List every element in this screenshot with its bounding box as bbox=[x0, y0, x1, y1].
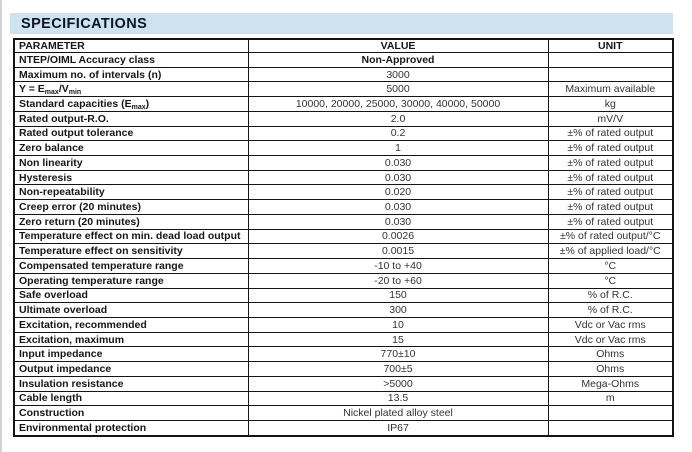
parameter-cell: Safe overload bbox=[14, 288, 248, 303]
table-row bbox=[14, 303, 673, 318]
value-cell: 300 bbox=[248, 303, 548, 318]
column-header-parameter: PARAMETER bbox=[14, 39, 248, 53]
table-row bbox=[14, 244, 673, 259]
unit-cell: ±% of rated output bbox=[548, 185, 673, 200]
table-row bbox=[14, 317, 673, 332]
value-cell: 0.030 bbox=[248, 200, 548, 215]
table-row bbox=[14, 141, 673, 156]
parameter-cell: Excitation, recommended bbox=[14, 317, 248, 332]
table-row bbox=[14, 332, 673, 347]
unit-cell: ±% of rated output bbox=[548, 156, 673, 171]
unit-cell: ±% of rated output bbox=[548, 126, 673, 141]
parameter-cell: Temperature effect on min. dead load output bbox=[14, 229, 248, 244]
value-cell: 2.0 bbox=[248, 111, 548, 126]
value-cell: 1 bbox=[248, 141, 548, 156]
table-row bbox=[14, 420, 673, 436]
parameter-cell: Standard capacities $(E_{max})$ bbox=[14, 97, 248, 112]
page-edge-line bbox=[0, 0, 2, 452]
parameter-cell: Excitation, maximum bbox=[14, 332, 248, 347]
section-title-bar bbox=[10, 13, 673, 34]
unit-cell: ±% of rated output bbox=[548, 141, 673, 156]
table-row bbox=[14, 170, 673, 185]
unit-cell: Ohms bbox=[548, 362, 673, 377]
parameter-cell: Cable length bbox=[14, 391, 248, 406]
value-cell: 13.5 bbox=[248, 391, 548, 406]
parameter-cell: Zero return (20 minutes) bbox=[14, 214, 248, 229]
value-cell: 0.0015 bbox=[248, 244, 548, 259]
unit-cell: m bbox=[548, 391, 673, 406]
value-cell: 10 bbox=[248, 317, 548, 332]
value-cell: 15 bbox=[248, 332, 548, 347]
table-row bbox=[14, 200, 673, 215]
table-row bbox=[14, 273, 673, 288]
unit-cell: kg bbox=[548, 97, 673, 112]
table-row bbox=[14, 214, 673, 229]
table-row bbox=[14, 67, 673, 82]
table-row bbox=[14, 111, 673, 126]
parameter-cell: Environmental protection bbox=[14, 420, 248, 436]
unit-cell: ±% of rated output bbox=[548, 200, 673, 215]
unit-cell: °C bbox=[548, 273, 673, 288]
unit-cell: mV/V bbox=[548, 111, 673, 126]
value-cell: 0.2 bbox=[248, 126, 548, 141]
value-cell: 770±10 bbox=[248, 347, 548, 362]
value-cell: -10 to +40 bbox=[248, 259, 548, 274]
unit-cell: ±% of applied load/°C bbox=[548, 244, 673, 259]
unit-cell bbox=[548, 67, 673, 82]
unit-cell: Vdc or Vac rms bbox=[548, 317, 673, 332]
table-row bbox=[14, 126, 673, 141]
value-cell: 0.020 bbox=[248, 185, 548, 200]
value-cell: 700±5 bbox=[248, 362, 548, 377]
value-cell: Nickel plated alloy steel bbox=[248, 406, 548, 421]
value-cell: 10000, 20000, 25000, 30000, 40000, 50000 bbox=[248, 97, 548, 112]
table-header-row bbox=[14, 39, 673, 53]
table-row bbox=[14, 53, 673, 68]
specifications-table bbox=[13, 38, 674, 437]
unit-cell: % of R.C. bbox=[548, 303, 673, 318]
value-cell: 0.030 bbox=[248, 156, 548, 171]
parameter-cell: Insulation resistance bbox=[14, 376, 248, 391]
value-cell: 150 bbox=[248, 288, 548, 303]
parameter-cell: Hysteresis bbox=[14, 170, 248, 185]
value-cell: 3000 bbox=[248, 67, 548, 82]
parameter-cell: Temperature effect on sensitivity bbox=[14, 244, 248, 259]
value-cell: 0.030 bbox=[248, 170, 548, 185]
parameter-cell: $Y = E_{max}/V_{min}$ bbox=[14, 82, 248, 97]
parameter-cell: Output impedance bbox=[14, 362, 248, 377]
unit-cell: Maximum available bbox=[548, 82, 673, 97]
column-header-unit: UNIT bbox=[548, 39, 673, 53]
table-row bbox=[14, 406, 673, 421]
value-cell: -20 to +60 bbox=[248, 273, 548, 288]
unit-cell: ±% of rated output/°C bbox=[548, 229, 673, 244]
table-row bbox=[14, 185, 673, 200]
table-row bbox=[14, 362, 673, 377]
column-header-value: VALUE bbox=[248, 39, 548, 53]
parameter-cell: Input impedance bbox=[14, 347, 248, 362]
parameter-cell: Operating temperature range bbox=[14, 273, 248, 288]
page-title: SPECIFICATIONS bbox=[21, 15, 148, 32]
parameter-cell: NTEP/OIML Accuracy class bbox=[14, 53, 248, 68]
table-row bbox=[14, 259, 673, 274]
parameter-cell: Non-repeatability bbox=[14, 185, 248, 200]
parameter-cell: Ultimate overload bbox=[14, 303, 248, 318]
unit-cell: Vdc or Vac rms bbox=[548, 332, 673, 347]
parameter-cell: Compensated temperature range bbox=[14, 259, 248, 274]
unit-cell: Ohms bbox=[548, 347, 673, 362]
unit-cell bbox=[548, 406, 673, 421]
unit-cell: °C bbox=[548, 259, 673, 274]
table-row bbox=[14, 347, 673, 362]
unit-cell: ±% of rated output bbox=[548, 170, 673, 185]
unit-cell bbox=[548, 420, 673, 436]
value-cell: >5000 bbox=[248, 376, 548, 391]
parameter-cell: Construction bbox=[14, 406, 248, 421]
table-row bbox=[14, 229, 673, 244]
table-row bbox=[14, 376, 673, 391]
parameter-cell: Maximum no. of intervals (n) bbox=[14, 67, 248, 82]
parameter-cell: Creep error (20 minutes) bbox=[14, 200, 248, 215]
parameter-cell: Rated output tolerance bbox=[14, 126, 248, 141]
value-cell: Non-Approved bbox=[248, 53, 548, 68]
table-row bbox=[14, 156, 673, 171]
spec-table-body bbox=[14, 53, 673, 437]
value-cell: 0.0026 bbox=[248, 229, 548, 244]
value-cell: IP67 bbox=[248, 420, 548, 436]
table-row bbox=[14, 97, 673, 112]
unit-cell: % of R.C. bbox=[548, 288, 673, 303]
unit-cell bbox=[548, 53, 673, 68]
table-row bbox=[14, 391, 673, 406]
unit-cell: ±% of rated output bbox=[548, 214, 673, 229]
parameter-cell: Non linearity bbox=[14, 156, 248, 171]
parameter-cell: Zero balance bbox=[14, 141, 248, 156]
table-row bbox=[14, 82, 673, 97]
table-row bbox=[14, 288, 673, 303]
value-cell: 0.030 bbox=[248, 214, 548, 229]
value-cell: 5000 bbox=[248, 82, 548, 97]
parameter-cell: Rated output-R.O. bbox=[14, 111, 248, 126]
unit-cell: Mega-Ohms bbox=[548, 376, 673, 391]
